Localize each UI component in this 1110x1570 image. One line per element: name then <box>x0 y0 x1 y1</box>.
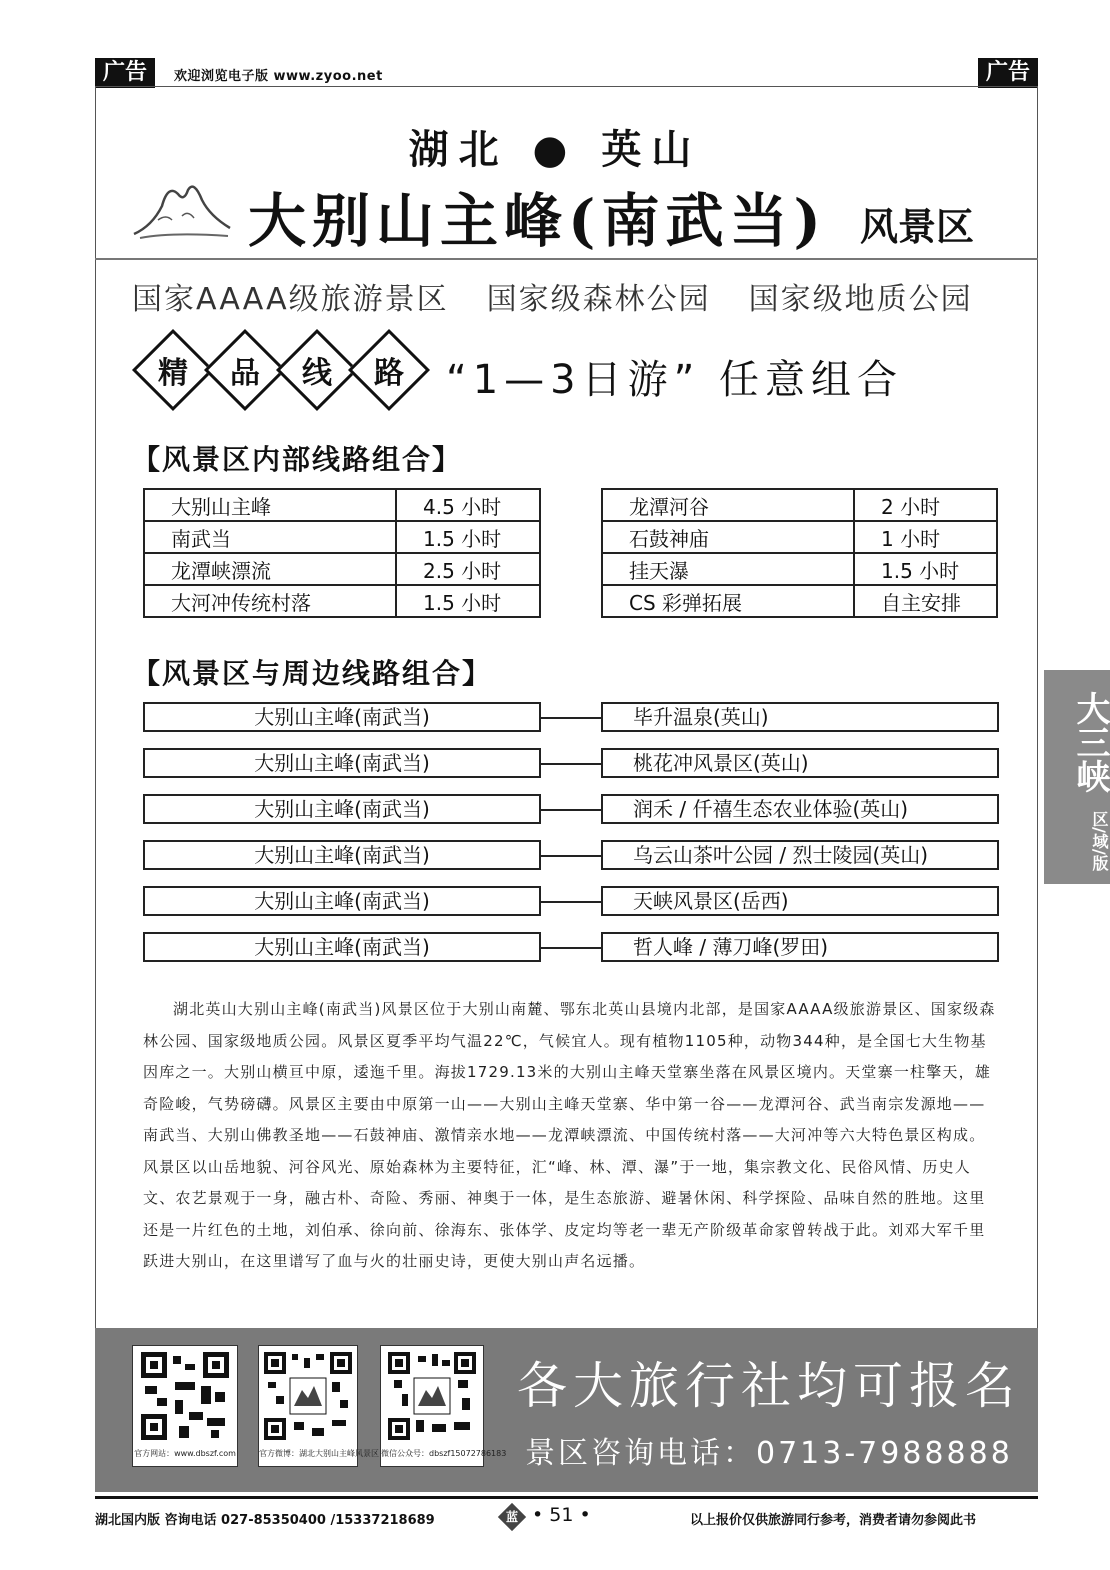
connector-line <box>541 855 601 857</box>
combo-to: 桃花冲风景区(英山) <box>601 748 999 778</box>
route-time: 2 小时 <box>854 489 997 521</box>
surrounding-routes-title: 【风景区与周边线路组合】 <box>132 657 493 690</box>
table-row <box>144 489 540 521</box>
table-row <box>144 521 540 553</box>
table-row <box>144 553 540 585</box>
edition-badge-text: 蓝 <box>505 1510 518 1524</box>
connector-line <box>541 901 601 903</box>
qr-code-icon <box>141 1352 229 1440</box>
table-row <box>602 521 997 553</box>
connector-line <box>541 947 601 949</box>
footer-band <box>95 1328 1038 1492</box>
inner-routes-table-right <box>601 488 998 618</box>
route-name: 石鼓神庙 <box>602 521 854 553</box>
table-row <box>602 585 997 617</box>
edition-badge <box>498 1503 526 1531</box>
combo-from: 大别山主峰(南武当) <box>143 840 541 870</box>
description-paragraph: 湖北英山大别山主峰(南武当)风景区位于大别山南麓、鄂东北英山县境内北部，是国家AAAA级旅游景区、国家级森林公园、国家级地质公园。风景区夏季平均气温22℃，气候宜人。现有植物1105种，动物344种，是全国七大生物基因库之一。大别山横亘中原，逶迤千里。海拔1729.13米的大别山主峰天堂寨坐落在风景区境内。天堂寨一柱擎天，雄奇险峻，气势磅礴。风景区主要由中原第一山——大别山主峰天堂寨、华中第一谷——龙潭河谷、武当南宗发源地——南武当、大别山佛教圣地——石鼓神庙、激情亲水地——龙潭峡漂流、中国传统村落——大河冲等六大特色景区构成。风景区以山岳地貌、河谷风光、原始森林为主要特征，汇“峰、林、潭、瀑”于一地，集宗教文化、民俗风情、历史人文、农艺景观于一身，融古朴、奇险、秀丽、神奥于一体，是生态旅游、避暑休闲、科学探险、品味自然的胜地。这里还是一片红色的土地，刘伯承、徐向前、徐海东、张体学、皮定均等老一辈无产阶级革命家曾转战于此。刘邓大军千里跃进大别山，在这里谱写了血与火的壮丽史诗，更使大别山声名远播。 <box>143 1000 996 1270</box>
side-tab-sub: 区/域/版 <box>1090 811 1109 871</box>
qr-code-3[interactable] <box>380 1345 507 1467</box>
combo-to: 乌云山茶叶公园 / 烈士陵园(英山) <box>601 840 999 870</box>
combo-from: 大别山主峰(南武当) <box>143 702 541 732</box>
bottom-right-text: 以上报价仅供旅游同行参考，消费者请勿参阅此书 <box>690 1513 977 1528</box>
qr-caption-3: 微信公众号：dbszf15072786183 <box>381 1449 507 1458</box>
honor-geopark: 国家级地质公园 <box>748 282 973 317</box>
title-region: 湖北 ● 英山 <box>408 127 702 173</box>
diamond-char-2: 品 <box>230 356 260 391</box>
qr-code-2[interactable] <box>258 1345 379 1467</box>
page-number: • 51 • <box>532 1504 591 1526</box>
combo-from: 大别山主峰(南武当) <box>143 748 541 778</box>
route-name: 大河冲传统村落 <box>144 585 396 617</box>
honor-aaaa: 国家AAAA级旅游景区 <box>132 282 449 317</box>
signup-slogan: 各大旅行社均可报名 <box>517 1357 1021 1415</box>
combo-to: 天峡风景区(岳西) <box>601 886 999 916</box>
inner-routes-table-left <box>143 488 541 618</box>
honors-row <box>132 274 973 318</box>
inner-routes-title: 【风景区内部线路组合】 <box>132 443 463 476</box>
honor-forest-park: 国家级森林公园 <box>486 282 711 317</box>
site-text[interactable]: 欢迎浏览电子版 www.zyoo.net <box>174 69 383 84</box>
route-name: 龙潭峡漂流 <box>144 553 396 585</box>
boutique-diamonds <box>136 333 436 409</box>
mountain-logo-icon <box>132 176 232 246</box>
route-time: 自主安排 <box>854 585 997 617</box>
qr-caption-1: 官方网站：www.dbszf.com <box>134 1449 236 1458</box>
connector-line <box>541 763 601 765</box>
combo-to: 毕升温泉(英山) <box>601 702 999 732</box>
route-name: CS 彩弹拓展 <box>602 585 854 617</box>
combo-from: 大别山主峰(南武当) <box>143 932 541 962</box>
title-divider <box>95 258 1038 260</box>
route-name: 大别山主峰 <box>144 489 396 521</box>
slogan: “1—3日游” 任意组合 <box>446 357 904 403</box>
side-tab[interactable] <box>1044 670 1110 884</box>
diamond-char-4: 路 <box>374 356 404 391</box>
diamond-char-3: 线 <box>302 356 332 391</box>
table-row <box>144 585 540 617</box>
title-suffix: 风景区 <box>860 204 975 249</box>
route-time: 1 小时 <box>854 521 997 553</box>
table-row <box>602 489 997 521</box>
route-name: 南武当 <box>144 521 396 553</box>
qr-code-1[interactable] <box>132 1345 238 1467</box>
route-time: 2.5 小时 <box>396 553 540 585</box>
table-row <box>602 553 997 585</box>
ad-label-right: 广告 <box>978 58 1038 88</box>
side-tab-main: 大三峡 <box>1070 691 1110 793</box>
qr-code-icon <box>264 1352 352 1440</box>
bottom-left-text: 湖北国内版 咨询电话 027-85350400 /15337218689 <box>95 1513 435 1528</box>
hotline[interactable]: 景区咨询电话：0713-7988888 <box>525 1436 1013 1471</box>
route-name: 挂天瀑 <box>602 553 854 585</box>
route-time: 4.5 小时 <box>396 489 540 521</box>
connector-line <box>541 809 601 811</box>
combo-from: 大别山主峰(南武当) <box>143 794 541 824</box>
route-name: 龙潭河谷 <box>602 489 854 521</box>
qr-caption-2: 官方微博：湖北大别山主峰风景区 <box>259 1449 379 1458</box>
route-time: 1.5 小时 <box>396 585 540 617</box>
ad-label-left: 广告 <box>95 58 155 88</box>
bottom-rule <box>95 1496 1038 1499</box>
diamond-char-1: 精 <box>158 356 188 391</box>
combo-to: 润禾 / 仟禧生态农业体验(英山) <box>601 794 999 824</box>
route-time: 1.5 小时 <box>396 521 540 553</box>
qr-code-icon <box>388 1352 476 1440</box>
combo-from: 大别山主峰(南武当) <box>143 886 541 916</box>
connector-line <box>541 717 601 719</box>
title-main: 大别山主峰(南武当) <box>248 187 827 255</box>
route-time: 1.5 小时 <box>854 553 997 585</box>
combo-to: 哲人峰 / 薄刀峰(罗田) <box>601 932 999 962</box>
